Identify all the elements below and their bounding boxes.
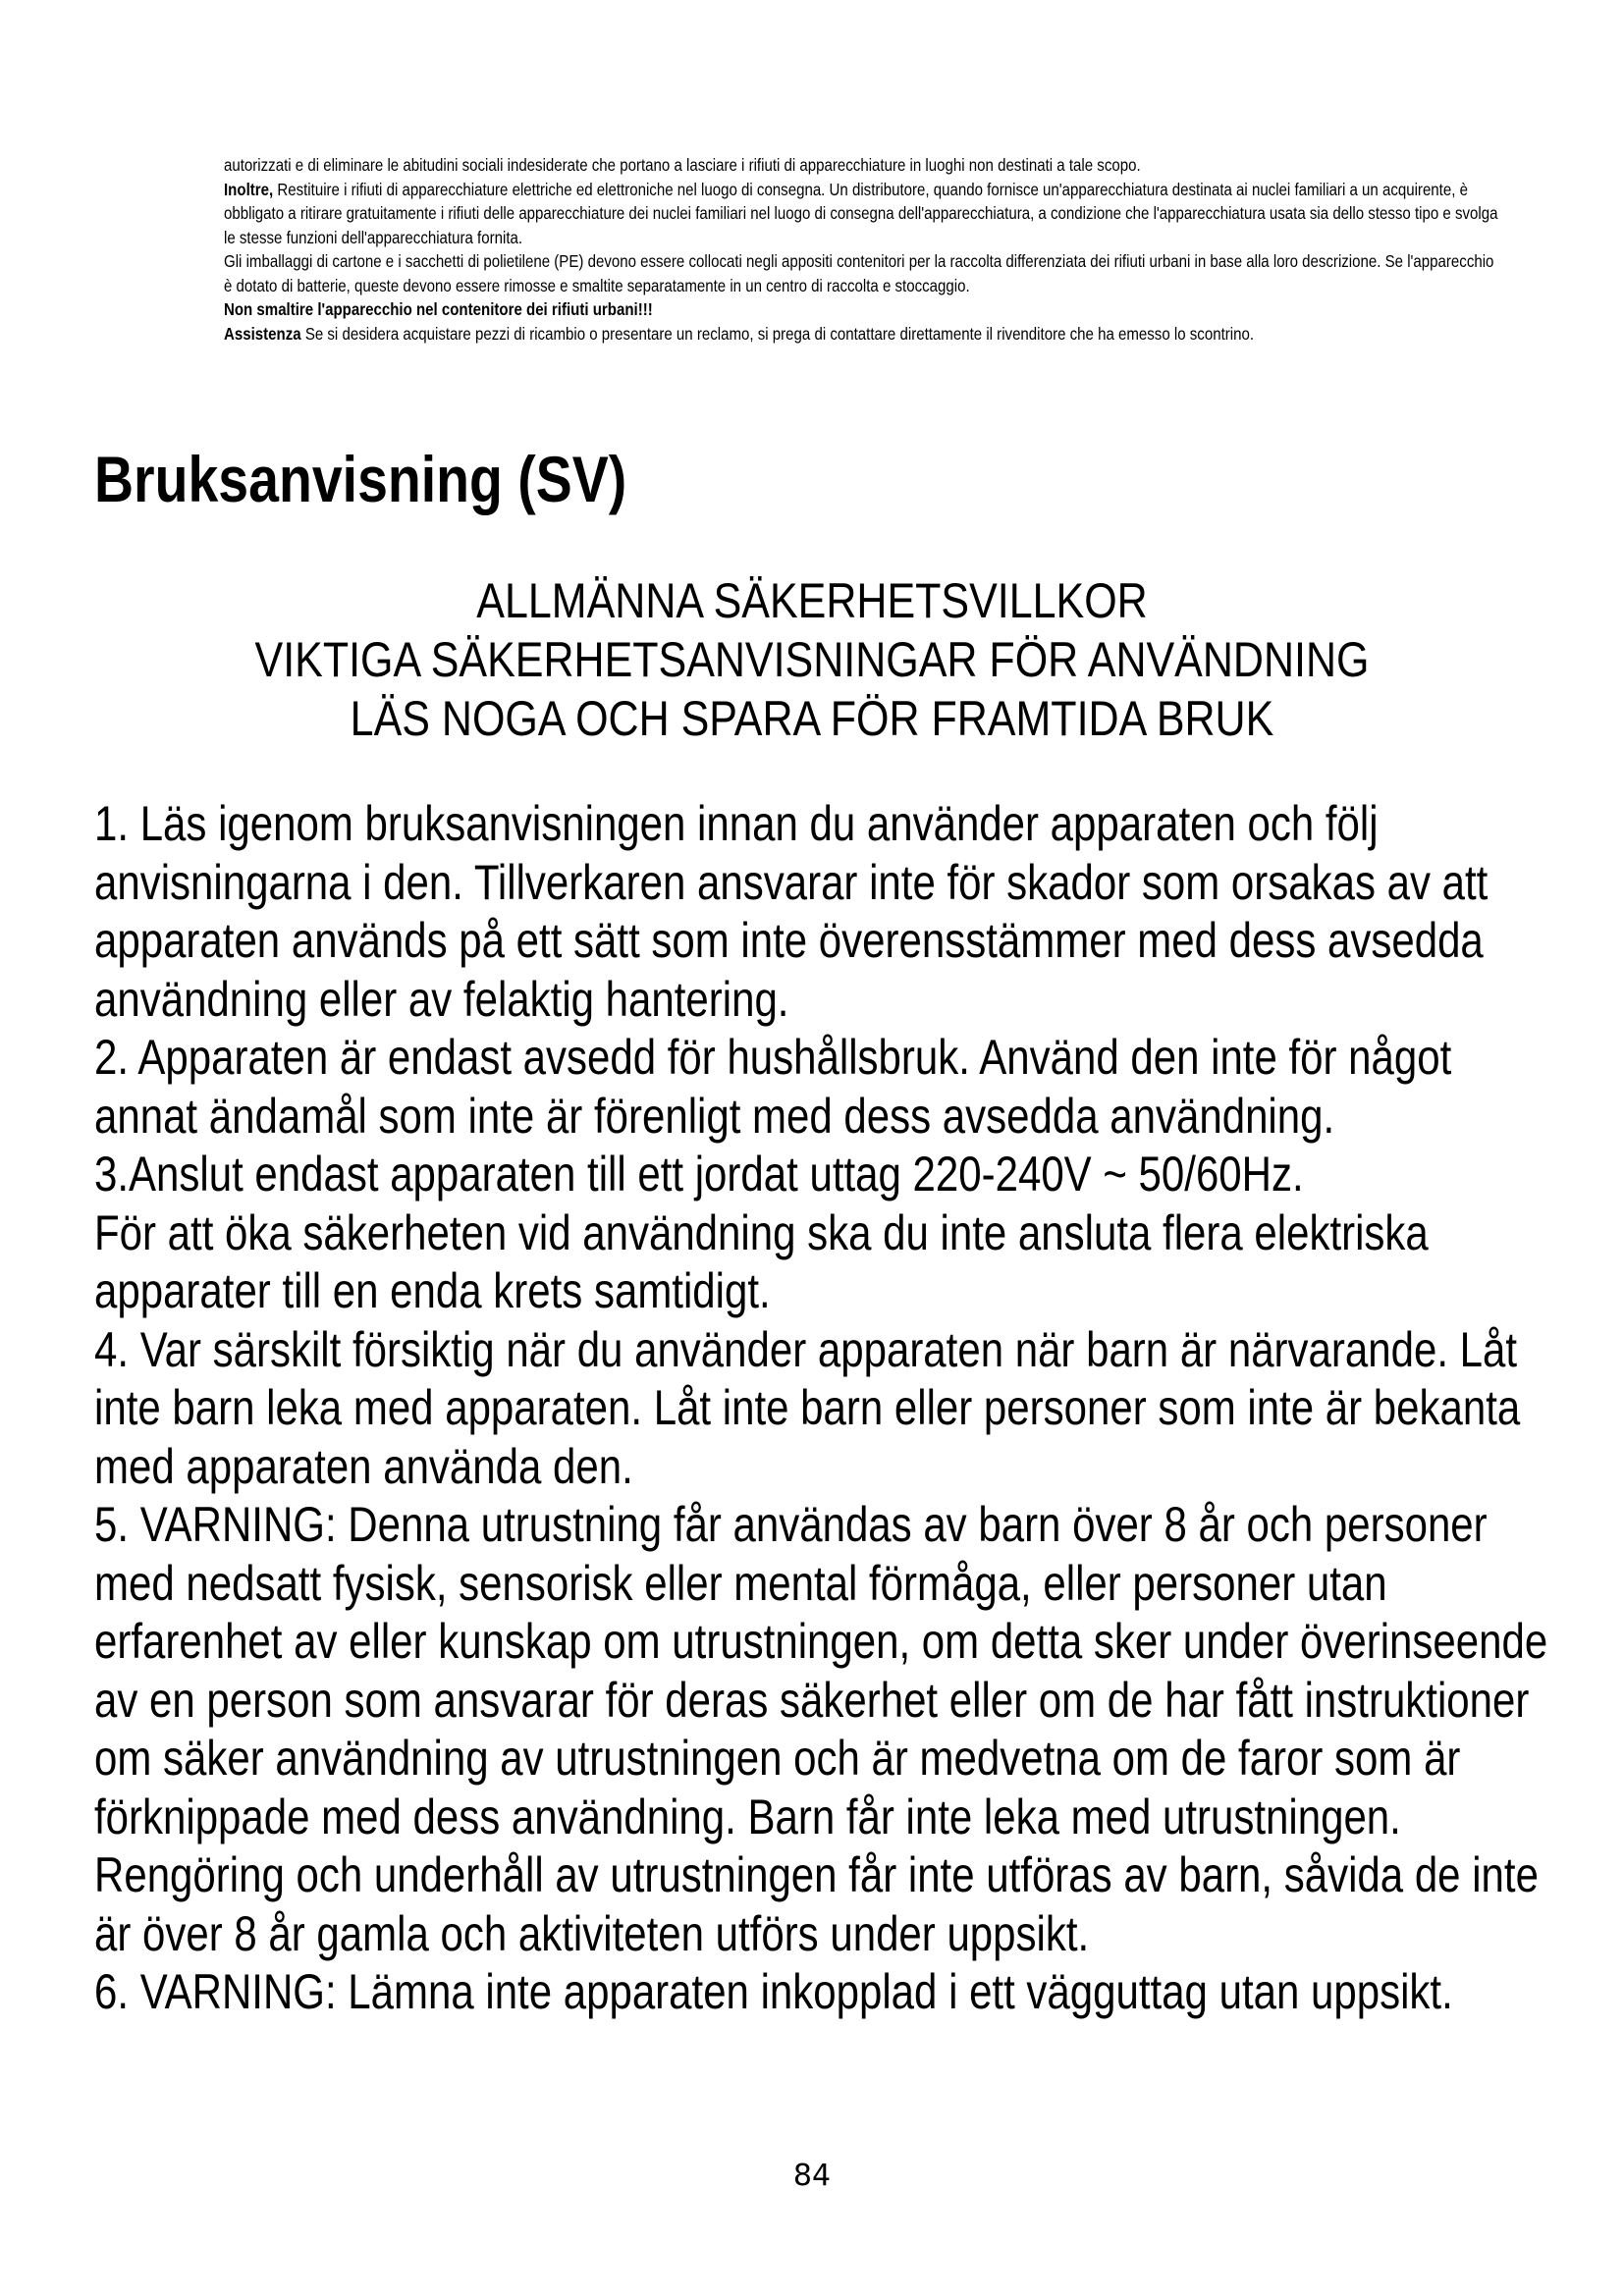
safety-title-2: VIKTIGA SÄKERHETSANVISNINGAR FÖR ANVÄNDNING	[254, 632, 1370, 687]
instruction-item: 6. VARNING: Lämna inte apparaten inkopplad i ett vägguttag utan uppsikt.	[94, 1964, 1453, 2019]
instruction-item: 3.Anslut endast apparaten till ett jordat uttag 220-240V ~ 50/60Hz.	[94, 1147, 1304, 1201]
section-heading: Bruksanvisning (SV)	[94, 443, 627, 515]
safety-titles	[0, 571, 1624, 748]
italian-paragraph-1: autorizzati e di eliminare le abitudini sociali indesiderate che portano a lasciare i rifiuti di apparecchiature in luoghi non destinati a tale scopo.	[224, 155, 1141, 175]
page-number: 84	[792, 2159, 832, 2193]
italian-paragraph-5	[224, 322, 1499, 347]
italian-assistance-text: Se si desidera acquistare pezzi di ricambio o presentare un reclamo, si prega di contattare direttamente il rivenditore che ha emesso lo scontrino.	[300, 323, 1255, 344]
safety-title-3: LÄS NOGA OCH SPARA FÖR FRAMTIDA BRUK	[350, 691, 1274, 746]
instruction-item: 4. Var särskilt försiktig när du använder apparaten när barn är närvarande. Låt inte barn leka med apparaten. Låt inte barn eller personer som inte är bekanta med apparaten använda den.	[94, 1321, 1521, 1494]
safety-title-1: ALLMÄNNA SÄKERHETSVILLKOR	[476, 573, 1148, 628]
italian-paragraph-2-lead: Inoltre,	[224, 179, 274, 199]
instruction-item: 1. Läs igenom bruksanvisningen innan du använder apparaten och följ anvisningarna i den. Tillverkaren ansvarar inte för skador som orsakas av att apparaten används på ett sätt som inte överensstämmer med dess avsedda användning eller av felaktig hantering.	[94, 796, 1489, 1027]
italian-paragraph-2-text: Restituire i rifiuti di apparecchiature elettriche ed elettroniche nel luogo di consegna. Un distributore, quando fornisce un'apparecchiatura destinata ai nuclei familiari a un acquirente, è obbligato a ritirare gratuitamente i rifiuti delle apparecchiature dei nuclei familiari nel luogo di consegna dell'apparecchiatura, a condizione che l'apparecchiatura usata sia dello stesso tipo e svolga le stesse funzioni dell'apparecchiatura fornita.	[224, 179, 1498, 247]
instruction-item: För att öka säkerheten vid användning ska du inte ansluta flera elektriska apparater till en enda krets samtidigt.	[94, 1204, 1429, 1318]
italian-paragraph-4	[224, 297, 1499, 322]
italian-paragraph-2	[224, 178, 1499, 250]
instruction-item: 5. VARNING: Denna utrustning får användas av barn över 8 år och personer med nedsatt fysisk, sensorisk eller mental förmåga, eller personer utan erfarenhet av eller kunskap om utrustningen, om detta sker under överinseende av en person som ansvarar för deras säkerhet eller om de har fått instruktioner om säker användning av utrustningen och är medvetna om de faror som är förknippade med dess användning. Barn får inte leka med utrustningen. Rengöring och underhåll av utrustningen får inte utföras av barn, såvida de inte är över 8 år gamla och aktiviteten utförs under uppsikt.	[94, 1497, 1548, 1961]
italian-disposal-section	[224, 153, 1499, 346]
instructions-list	[94, 795, 1562, 2022]
italian-warning-bold: Non smaltire l'apparecchio nel contenitore dei rifiuti urbani!!!	[224, 299, 653, 319]
italian-paragraph-3: Gli imballaggi di cartone e i sacchetti di polietilene (PE) devono essere collocati negli appositi contenitori per la raccolta differenziata dei rifiuti urbani in base alla loro descrizione. Se l'apparecchio è dotato di batterie, queste devono essere rimosse e smaltite separatamente in un centro di raccolta e stoccaggio.	[224, 251, 1494, 295]
instruction-item: 2. Apparaten är endast avsedd för hushållsbruk. Använd den inte för något annat ändamål som inte är förenligt med dess avsedda användning.	[94, 1030, 1452, 1144]
italian-assistance-lead: Assistenza	[224, 323, 301, 344]
